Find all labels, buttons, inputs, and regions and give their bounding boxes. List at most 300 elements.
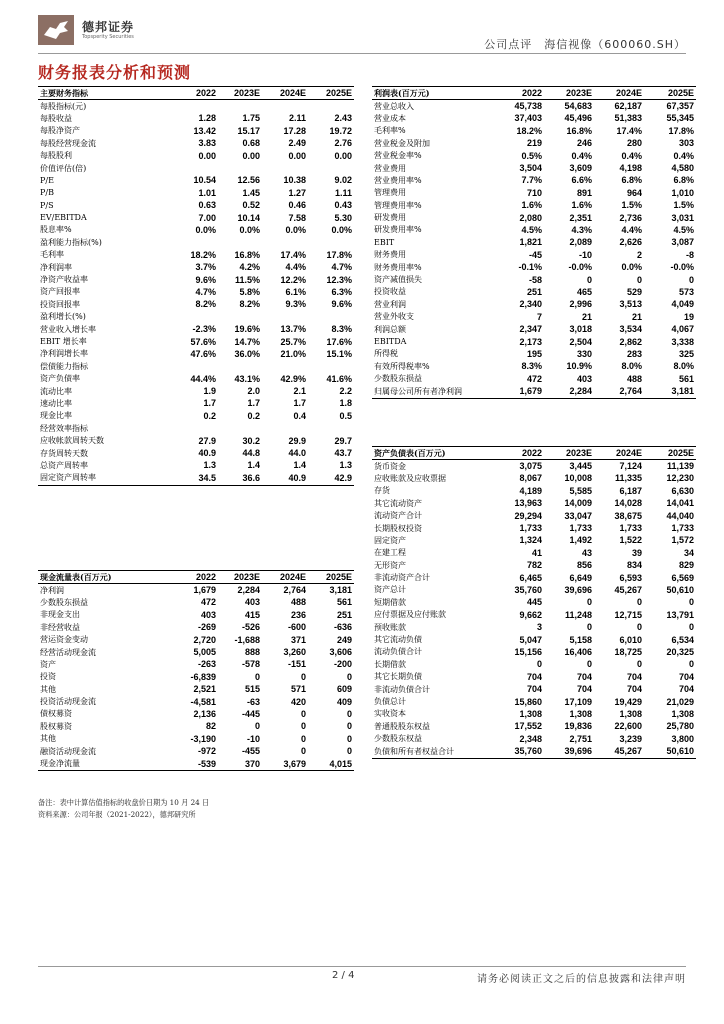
cell-value: 17.4% (616, 125, 642, 136)
cell-value: 1,308 (519, 708, 542, 719)
table-row (38, 460, 354, 472)
cell-value (218, 361, 262, 373)
cell-value: 246 (576, 138, 592, 149)
row-label: 每股净资产 (40, 126, 80, 136)
table-row (372, 311, 696, 323)
row-label: 流动资产合计 (374, 511, 422, 521)
cell-value: 0 (586, 659, 592, 670)
cell-value: 3,087 (671, 237, 694, 248)
table-row (38, 634, 354, 646)
cell-value: 1,679 (193, 585, 216, 596)
cell-value: -10 (578, 249, 592, 260)
cell-value (262, 311, 308, 323)
cell-value: 35,760 (514, 584, 542, 595)
cell-value: 2.0 (247, 386, 260, 397)
cell-value: 472 (526, 373, 542, 384)
table-row (372, 498, 696, 510)
cell-value: 488 (290, 597, 306, 608)
cell-value: 36.0% (234, 348, 260, 359)
cell-value: 37,403 (514, 113, 542, 124)
cell-value: 3,513 (619, 299, 642, 310)
table-row (38, 138, 354, 150)
cell-value: 12.56 (237, 175, 260, 186)
cell-value: 236 (290, 609, 306, 620)
cell-value: 40.9 (262, 472, 308, 485)
cell-value: 0 (300, 721, 306, 732)
table-row (372, 522, 696, 534)
table-row (372, 212, 696, 224)
row-label: 存货 (374, 486, 390, 496)
column-header: 2023E (218, 571, 262, 584)
cell-value: 13.7% (280, 324, 306, 335)
table-row (38, 162, 354, 174)
cell-value: -269 (197, 622, 216, 633)
cell-value: 19.72 (329, 125, 352, 136)
row-label: 无形资产 (374, 560, 406, 570)
cell-value: 16.8% (234, 249, 260, 260)
cell-value: 4,015 (308, 758, 354, 771)
row-label: 管理费用率% (374, 200, 422, 210)
cell-value: 3,018 (569, 324, 592, 335)
cell-value: 29.9 (288, 435, 306, 446)
row-label: 每股收益 (40, 113, 72, 123)
cell-value: 9,662 (519, 609, 542, 620)
cell-value: 2,284 (544, 385, 594, 398)
row-label: EBIT (374, 237, 395, 247)
cell-value: 2,173 (519, 336, 542, 347)
row-label: 营业费用 (374, 163, 406, 173)
row-label: 归属母公司所有者净利润 (372, 385, 496, 398)
table-row (372, 646, 696, 658)
row-label: 非流动资产合计 (374, 573, 430, 583)
table-row (372, 560, 696, 572)
cell-value: 1,733 (569, 523, 592, 534)
table-row (372, 683, 696, 695)
cell-value: 403 (200, 609, 216, 620)
row-label: 长期股权投资 (374, 523, 422, 533)
table-title: 现金流量表(百万元) (38, 571, 174, 584)
cell-value: 5,158 (569, 634, 592, 645)
cell-value: 6,593 (619, 572, 642, 583)
cell-value: 44.0 (288, 448, 306, 459)
cell-value: 0 (636, 622, 642, 633)
cell-value: 3,181 (329, 585, 352, 596)
cell-value: 14,028 (614, 498, 642, 509)
cell-value: 39 (631, 547, 642, 558)
table-row (38, 212, 354, 224)
cell-value: 888 (244, 647, 260, 658)
cell-value: 0 (254, 721, 260, 732)
cell-value: 704 (576, 684, 592, 695)
cell-value: 409 (336, 696, 352, 707)
cell-value: 9.3% (285, 299, 306, 310)
cell-value: 0.43 (334, 200, 352, 211)
cell-value: 3,260 (283, 647, 306, 658)
cell-value: 10.54 (193, 175, 216, 186)
cell-value: 704 (678, 671, 694, 682)
cell-value (308, 423, 354, 435)
cell-value: 45,738 (514, 101, 542, 112)
cell-value: 891 (576, 187, 592, 198)
cell-value: 195 (526, 348, 542, 359)
row-label: 资产 (40, 659, 56, 669)
cell-value: 472 (200, 597, 216, 608)
table-row (38, 237, 354, 249)
cell-value: 30.2 (242, 435, 260, 446)
cell-value: 5.8% (239, 286, 260, 297)
row-label: 营业利润 (374, 299, 406, 309)
cell-value: 13,963 (514, 498, 542, 509)
cell-value (174, 361, 218, 373)
cell-value: 1,308 (671, 708, 694, 719)
table-row (372, 286, 696, 298)
cell-value: 10.9% (566, 361, 592, 372)
table-row (372, 348, 696, 360)
cell-value: 0 (300, 733, 306, 744)
cell-value: 6.6% (571, 175, 592, 186)
cell-value: 18.2% (516, 125, 542, 136)
cell-value: -151 (287, 659, 306, 670)
cell-value: -578 (241, 659, 260, 670)
cell-value: 54,683 (564, 101, 592, 112)
cell-value: -539 (174, 758, 218, 771)
table-row (38, 696, 354, 708)
cell-value: 4.3% (571, 224, 592, 235)
row-label: P/S (40, 200, 54, 210)
cell-value: 15,156 (514, 646, 542, 657)
row-label: 净利润率 (40, 262, 72, 272)
row-label: 应收账款及应收票据 (374, 473, 446, 483)
table-row (38, 150, 354, 162)
cell-value: 403 (576, 373, 592, 384)
table-header-row (372, 447, 696, 460)
cell-value: 415 (244, 609, 260, 620)
cell-value (308, 162, 354, 174)
cell-value (308, 237, 354, 249)
cell-value: 57.6% (190, 336, 216, 347)
cell-value: 0 (636, 274, 642, 285)
row-label: 短期借款 (374, 597, 406, 607)
table-row (372, 535, 696, 547)
cell-value: 0 (636, 597, 642, 608)
cell-value: 0.0% (621, 262, 642, 273)
table-row (38, 609, 354, 621)
cell-value: 6.3% (331, 286, 352, 297)
cell-value: 0 (586, 274, 592, 285)
table-row (372, 510, 696, 522)
table-row (38, 447, 354, 459)
cell-value: 12.2% (280, 274, 306, 285)
cell-value (174, 162, 218, 174)
cell-value: 15.17 (237, 125, 260, 136)
cell-value: 1.7 (203, 398, 216, 409)
cell-value: -8 (685, 249, 694, 260)
cell-value: 19.6% (234, 324, 260, 335)
cell-value: 249 (336, 634, 352, 645)
table-row (38, 758, 354, 771)
row-label: EBITDA (374, 337, 407, 346)
cell-value: 18,725 (614, 646, 642, 657)
cell-value: 21,029 (666, 696, 694, 707)
cell-value: 0.00 (198, 150, 216, 161)
cell-value: 371 (290, 634, 306, 645)
footnote-valuation-date: 备注：表中计算估值指标的收盘价日期为 10 月 24 日 (38, 798, 210, 807)
cell-value: 5,005 (193, 647, 216, 658)
cell-value: 0 (688, 274, 694, 285)
cell-value: 0 (300, 671, 306, 682)
row-label: 现金净流量 (38, 758, 174, 771)
cell-value: 2,351 (569, 212, 592, 223)
cell-value: 1,733 (619, 523, 642, 534)
row-label: 财务费用率% (374, 262, 422, 272)
row-label: 利润总额 (374, 324, 406, 334)
cell-value: 43 (581, 547, 592, 558)
cell-value: 62,187 (614, 101, 642, 112)
row-label: 毛利率 (40, 250, 64, 260)
cell-value: 14,009 (564, 498, 592, 509)
cell-value: 571 (290, 684, 306, 695)
page-number: 2 / 4 (332, 970, 355, 981)
row-label: 普通股股东权益 (374, 721, 430, 731)
cell-value: 1.28 (198, 113, 216, 124)
cell-value: 330 (576, 348, 592, 359)
row-label: 毛利率% (374, 126, 406, 136)
cell-value: -263 (197, 659, 216, 670)
cell-value: 38,675 (614, 510, 642, 521)
column-header: 2023E (544, 447, 594, 460)
cell-value (262, 361, 308, 373)
cell-value: 11,248 (564, 609, 592, 620)
cell-value: 45,267 (614, 584, 642, 595)
cell-value: 11,139 (666, 461, 694, 472)
cell-value: 1,679 (496, 385, 544, 398)
table-row (372, 162, 696, 174)
table-row (372, 708, 696, 720)
cell-value (308, 361, 354, 373)
row-label: 非现金支出 (40, 610, 80, 620)
table-row (38, 323, 354, 335)
cell-value (262, 237, 308, 249)
table-row (38, 249, 354, 261)
cell-value: 0 (300, 708, 306, 719)
cell-value: 8.0% (673, 361, 694, 372)
cell-value: -58 (528, 274, 542, 285)
table-row (372, 473, 696, 485)
cell-value: 488 (626, 373, 642, 384)
cell-value: 370 (218, 758, 262, 771)
table-row (372, 385, 696, 398)
column-header: 2025E (308, 571, 354, 584)
cell-value: 11,335 (614, 473, 642, 484)
cell-value: 0.63 (198, 200, 216, 211)
cell-value: 710 (526, 187, 542, 198)
cell-value: 17.28 (283, 125, 306, 136)
row-label: 固定资产 (374, 535, 406, 545)
column-header: 2023E (544, 87, 594, 100)
cell-value: 10.38 (283, 175, 306, 186)
cell-value: 3,239 (619, 733, 642, 744)
header-divider (38, 53, 686, 54)
cell-value: 573 (678, 286, 694, 297)
cell-value: 29,294 (514, 510, 542, 521)
cell-value: 0.46 (288, 200, 306, 211)
cell-value: 19,836 (564, 721, 592, 732)
row-label: 经营效率指标 (40, 423, 88, 433)
table-row (372, 323, 696, 335)
cell-value: -526 (241, 622, 260, 633)
table-row (38, 299, 354, 311)
cell-value: 8.2% (195, 299, 216, 310)
cell-value: 0 (346, 671, 352, 682)
cell-value: 251 (336, 609, 352, 620)
cell-value: 2,284 (237, 585, 260, 596)
cell-value: 13,791 (666, 609, 694, 620)
row-label: 资产负债率 (40, 374, 80, 384)
cell-value: -4,581 (190, 696, 216, 707)
cell-value: -63 (246, 696, 260, 707)
row-label: 有效所得税率% (374, 361, 430, 371)
row-label: 营运资金变动 (40, 635, 88, 645)
row-label: P/E (40, 175, 54, 185)
cell-value: 1,010 (671, 187, 694, 198)
cell-value: 17.4% (280, 249, 306, 260)
table-row (38, 472, 354, 485)
row-label: 营业税金率% (374, 151, 422, 161)
row-label: 研发费用 (374, 213, 406, 223)
cell-value: 0 (688, 622, 694, 633)
column-header: 2022 (496, 447, 544, 460)
row-label: 所得税 (374, 349, 398, 359)
table-row (372, 696, 696, 708)
cell-value: 4,198 (619, 163, 642, 174)
table-row (38, 261, 354, 273)
cashflow-statement-table (38, 570, 354, 771)
cell-value: -0.1% (518, 262, 542, 273)
cell-value: 2,862 (619, 336, 642, 347)
table-title: 资产负债表(百万元) (372, 447, 496, 460)
row-label: 其它流动负债 (374, 635, 422, 645)
cell-value: 13.42 (193, 125, 216, 136)
row-label: 其他 (40, 734, 56, 744)
cell-value: 8,067 (519, 473, 542, 484)
cell-value: 9.6% (331, 299, 352, 310)
row-label: 管理费用 (374, 188, 406, 198)
cell-value: 10,008 (564, 473, 592, 484)
row-label: 投资 (40, 672, 56, 682)
row-label: 少数股东损益 (40, 597, 88, 607)
row-label: 营业收入增长率 (40, 324, 96, 334)
cell-value: 2,720 (193, 634, 216, 645)
cell-value (218, 100, 262, 113)
row-label: 应付票据及应付账款 (374, 610, 446, 620)
cell-value: 1.3 (339, 460, 352, 471)
cell-value: 5,585 (569, 485, 592, 496)
cell-value: 51,383 (614, 113, 642, 124)
cell-value: 39,696 (544, 745, 594, 758)
cell-value: 0.0% (195, 224, 216, 235)
cell-value: 0 (254, 671, 260, 682)
cell-value: 6,187 (619, 485, 642, 496)
cell-value: 2,347 (519, 324, 542, 335)
row-label: EV/EBITDA (40, 213, 87, 223)
column-header: 2022 (174, 87, 218, 100)
cell-value: 1,821 (519, 237, 542, 248)
row-label: 营业成本 (374, 113, 406, 123)
cell-value: 856 (576, 560, 592, 571)
cell-value: 4,067 (671, 324, 694, 335)
table-row (38, 423, 354, 435)
cell-value: 6.8% (621, 175, 642, 186)
cell-value: 4,049 (671, 299, 694, 310)
cell-value: 9.6% (195, 274, 216, 285)
cell-value: 280 (626, 138, 642, 149)
cell-value: 1.7 (293, 398, 306, 409)
main-indicators-table (38, 86, 354, 486)
row-label: 总资产周转率 (40, 460, 88, 470)
row-label: 预收账款 (374, 622, 406, 632)
cell-value: 45,496 (564, 113, 592, 124)
table-row (372, 187, 696, 199)
cell-value: 0.0% (331, 224, 352, 235)
cell-value: 1.27 (288, 187, 306, 198)
cell-value: 0.5% (521, 150, 542, 161)
table-row (38, 274, 354, 286)
cell-value: 17.6% (326, 336, 352, 347)
cell-value: 325 (678, 348, 694, 359)
table-row (372, 274, 696, 286)
cell-value: -445 (241, 708, 260, 719)
cell-value: 2,736 (619, 212, 642, 223)
row-label: 少数股东权益 (374, 734, 422, 744)
cell-value: 44.8 (242, 448, 260, 459)
cell-value: 20,325 (666, 646, 694, 657)
cell-value: 3,181 (644, 385, 696, 398)
table-row (372, 733, 696, 745)
cell-value: 11.5% (234, 274, 260, 285)
row-label: 速动比率 (40, 398, 72, 408)
cell-value: 1.6% (521, 200, 542, 211)
row-label: 研发费用率% (374, 225, 422, 235)
cell-value: 7.00 (198, 212, 216, 223)
cell-value: 12.3% (326, 274, 352, 285)
cell-value: 14,041 (666, 498, 694, 509)
cell-value: 1,324 (519, 535, 542, 546)
cell-value: 0.0% (285, 224, 306, 235)
cell-value: 6,630 (671, 485, 694, 496)
cell-value: 15.1% (326, 348, 352, 359)
row-label: 资产回报率 (40, 287, 80, 297)
cell-value: 2,764 (594, 385, 644, 398)
table-row (372, 150, 696, 162)
cell-value: 0.00 (288, 150, 306, 161)
cell-value: 0.4 (293, 410, 306, 421)
cell-value: 1.6% (571, 200, 592, 211)
cell-value: 18.2% (190, 249, 216, 260)
cell-value: -3,190 (190, 733, 216, 744)
cell-value: 0.4% (621, 150, 642, 161)
cell-value: 834 (626, 560, 642, 571)
cell-value: 35,760 (496, 745, 544, 758)
row-label: 少数股东损益 (374, 374, 422, 384)
cell-value: 4.4% (621, 224, 642, 235)
column-header: 2025E (308, 87, 354, 100)
cell-value: 25,780 (666, 721, 694, 732)
cell-value: 15,860 (514, 696, 542, 707)
cell-value: 0.52 (242, 200, 260, 211)
cell-value: 1,308 (619, 708, 642, 719)
table-row (38, 684, 354, 696)
cell-value: 6,010 (619, 634, 642, 645)
